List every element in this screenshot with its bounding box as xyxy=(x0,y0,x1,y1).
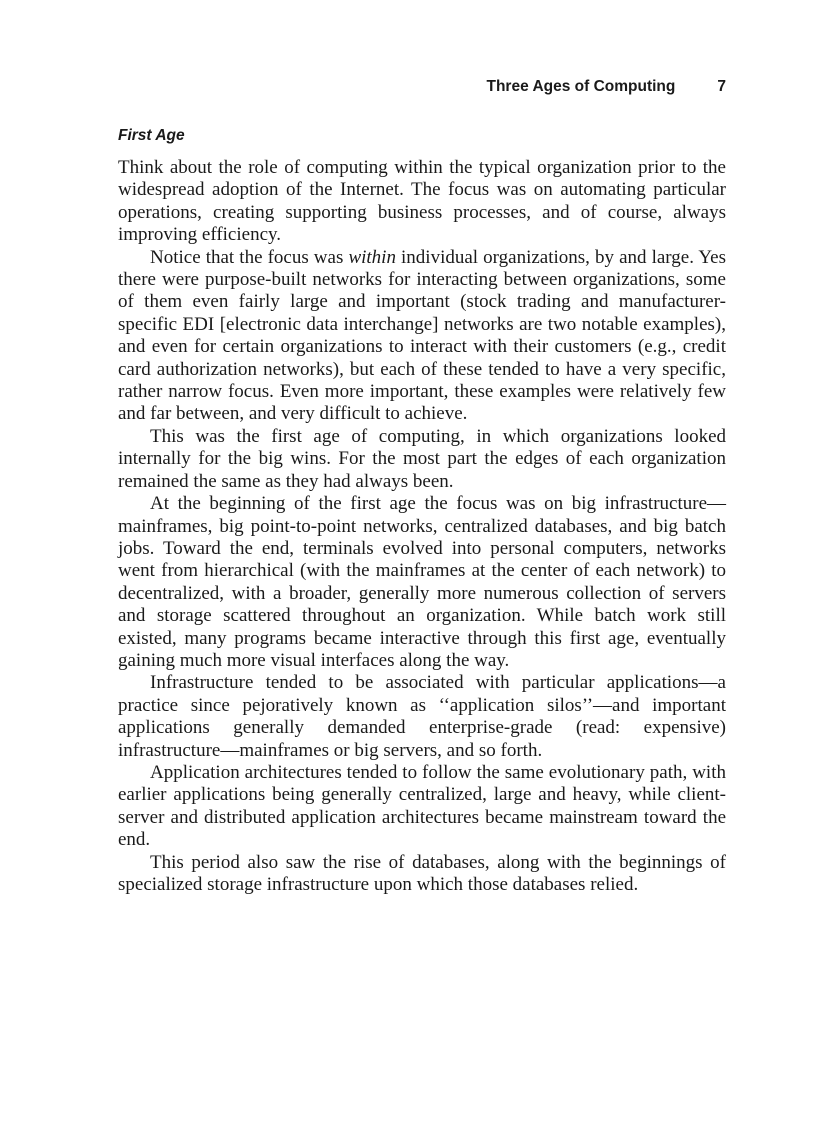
running-head xyxy=(487,76,727,98)
paragraph-text: At the beginning of the first age the focus was on big infrastructure—mainframes, big point-to-point networks, centralized databases, and big batch jobs. Toward the end, terminals evolved into personal computers, networks went from hierarchical (with the mainframes at the center of each network) to decentralized, with a broader, generally more numerous collection of servers and storage scattered throughout an organization. While batch work still existed, many programs became interactive through this first age, eventually gaining much more visual interfaces along the way. xyxy=(118,493,726,671)
emphasis-within: within xyxy=(348,246,396,268)
paragraph-text: Application architectures tended to follow the same evolutionary path, with earlier applications being generally centralized, large and heavy, while client-server and distributed application architectures became mainstream toward the end. xyxy=(118,761,726,851)
paragraph-text: individual organizations, by and large. Yes there were purpose-built networks for interacting between organizations, some of them even fairly large and important (stock trading and manufacturer-specific EDI [electronic data interchange] networks are two notable examples), and even for certain organizations to interact with their customers (e.g., credit card authorization networks), but each of these tended to have a very specific, rather narrow focus. Even more important, these examples were relatively few and far between, and very difficult to achieve. xyxy=(118,246,726,425)
paragraph-1 xyxy=(118,157,726,247)
paragraph-3 xyxy=(118,426,726,493)
paragraph-text: Think about the role of computing within the typical organization prior to the widespread adoption of the Internet. The focus was on automating particular operations, creating supporting business processes, and of course, always improving efficiency. xyxy=(118,157,726,246)
body-text xyxy=(118,157,726,896)
book-page xyxy=(118,0,726,1123)
running-head-title: Three Ages of Computing xyxy=(486,78,676,95)
paragraph-4 xyxy=(118,493,726,672)
paragraph-5 xyxy=(118,672,726,762)
paragraph-text: This was the first age of computing, in which organizations looked internally for the big wins. For the most part the edges of each organization remained the same as they had always been. xyxy=(118,425,726,492)
paragraph-text: Notice that the focus was xyxy=(150,246,349,268)
paragraph-2 xyxy=(118,247,726,426)
paragraph-6 xyxy=(118,762,726,852)
paragraph-7 xyxy=(118,852,726,897)
paragraph-text: This period also saw the rise of databases, along with the beginnings of specialized storage infrastructure upon which those databases relied. xyxy=(118,851,726,895)
page-number: 7 xyxy=(717,78,726,95)
paragraph-text: Infrastructure tended to be associated with particular applications—a practice since pejoratively known as ‘‘application silos’’—and important applications generally demanded enterprise-grade (read: expensive) infrastructure—mainframes or big servers, and so forth. xyxy=(118,672,726,761)
section-heading: First Age xyxy=(118,127,185,144)
